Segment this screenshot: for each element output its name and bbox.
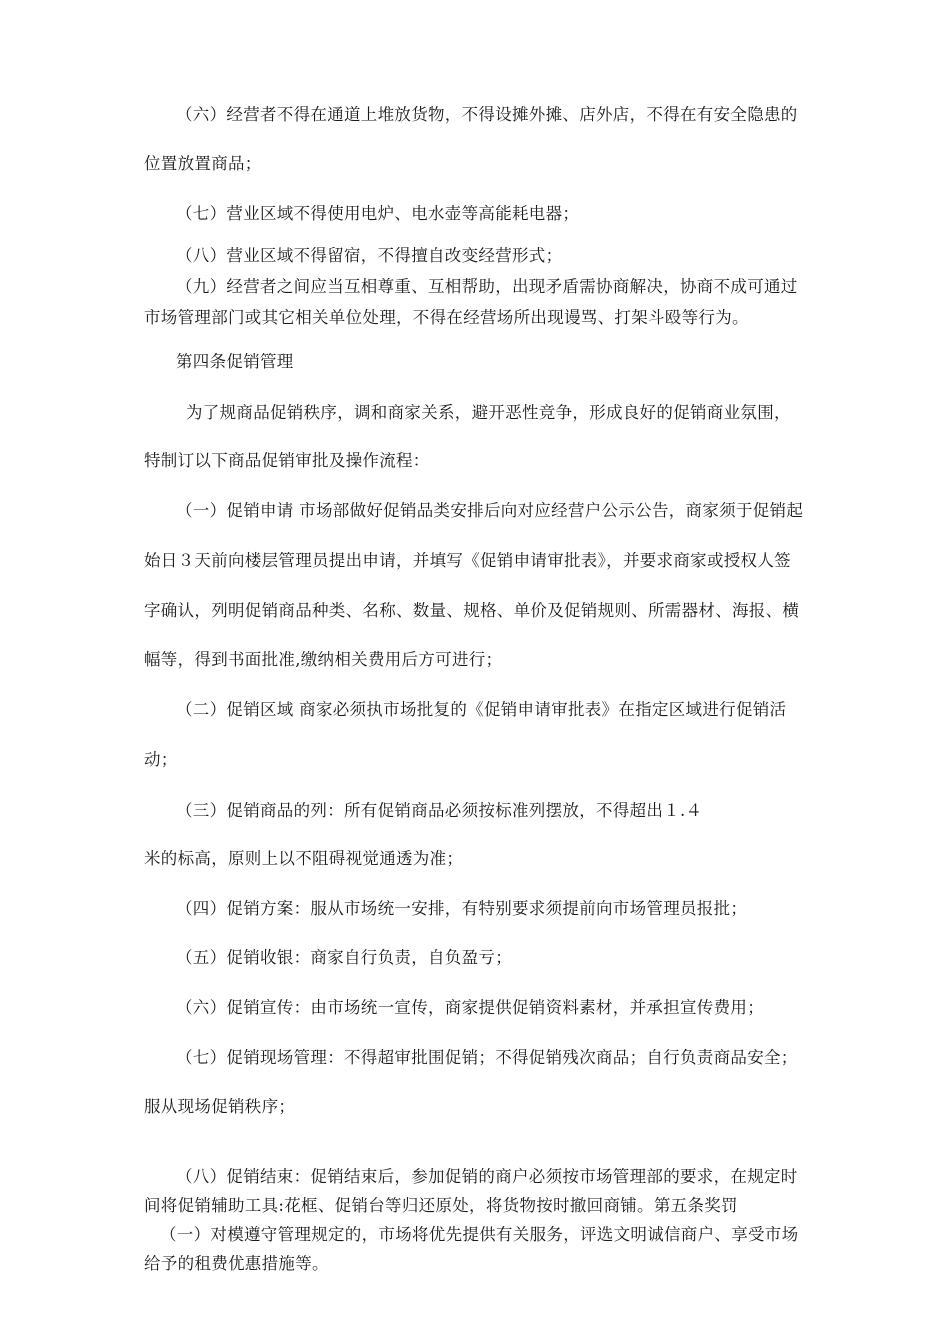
paragraph-line: （九）经营者之间应当互相尊重、互相帮助，出现矛盾需协商解决，协商不成可通过 <box>176 277 798 296</box>
paragraph-line: 幅等，得到书面批准,缴纳相关费用后方可进行； <box>144 650 503 669</box>
paragraph-line: （一）对模遵守管理规定的，市场将优先提供有关服务，评选文明诚信商户、享受市场 <box>160 1225 799 1244</box>
paragraph-line: 市场管理部门或其它相关单位处理，不得在经营场所出现谩骂、打架斗殴等行为。 <box>144 308 749 327</box>
paragraph-line: 米的标高，原则上以不阻碍视觉通透为准； <box>144 849 464 868</box>
paragraph-line: （八）营业区域不得留宿，不得擅自改变经营形式； <box>176 246 563 265</box>
paragraph-line: （八）促销结束：促销结束后，参加促销的商户必须按市场管理部的要求，在规定时 <box>176 1167 798 1186</box>
paragraph-line: （二）促销区域 商家必须执市场批复的《促销申请审批表》在指定区域进行促销活 <box>176 700 787 719</box>
paragraph-line: （七）营业区域不得使用电炉、电水壶等高能耗电器； <box>176 204 580 223</box>
paragraph-line: 给予的租费优惠措施等。 <box>144 1254 329 1273</box>
paragraph-line: 服从现场促销秩序； <box>144 1097 296 1116</box>
paragraph-line: （四）促销方案：服从市场统一安排，有特别要求须提前向市场管理员报批； <box>176 899 748 918</box>
paragraph-line: （三）促销商品的列：所有促销商品必须按标准列摆放，不得超出１.４ <box>176 801 703 820</box>
paragraph-line: 动； <box>144 750 178 769</box>
paragraph-line: 间将促销辅助工具:花框、促销台等归还原处，将货物按时撤回商铺。第五条奖罚 <box>144 1196 738 1215</box>
paragraph-line: 始日３天前向楼层管理员提出申请，并填写《促销申请审批表》，并要求商家或授权人签 <box>144 551 791 570</box>
paragraph-line: （六）促销宣传：由市场统一宣传，商家提供促销资料素材，并承担宣传费用； <box>176 998 764 1017</box>
paragraph-line: 特制订以下商品促销审批及操作流程： <box>144 451 430 470</box>
paragraph-line: （一）促销申请 市场部做好促销品类安排后向对应经营户公示公告，商家须于促销起 <box>176 501 804 520</box>
section-heading: 第四条促销管理 <box>176 352 294 371</box>
paragraph-line: （六）经营者不得在通道上堆放货物，不得设摊外摊、店外店，不得在有安全隐患的 <box>176 105 798 124</box>
paragraph-line: （五）促销收银：商家自行负责，自负盈亏； <box>176 948 512 967</box>
paragraph-line: 字确认，列明促销商品种类、名称、数量、规格、单价及促销规则、所需器材、海报、横 <box>144 601 800 620</box>
paragraph-line: 为了规商品促销秩序，调和商家关系，避开恶性竞争，形成良好的促销商业氛围， <box>186 403 791 422</box>
paragraph-line: （七）促销现场管理：不得超审批围促销；不得促销残次商品；自行负责商品安全； <box>176 1048 798 1067</box>
paragraph-line: 位置放置商品； <box>144 154 262 173</box>
